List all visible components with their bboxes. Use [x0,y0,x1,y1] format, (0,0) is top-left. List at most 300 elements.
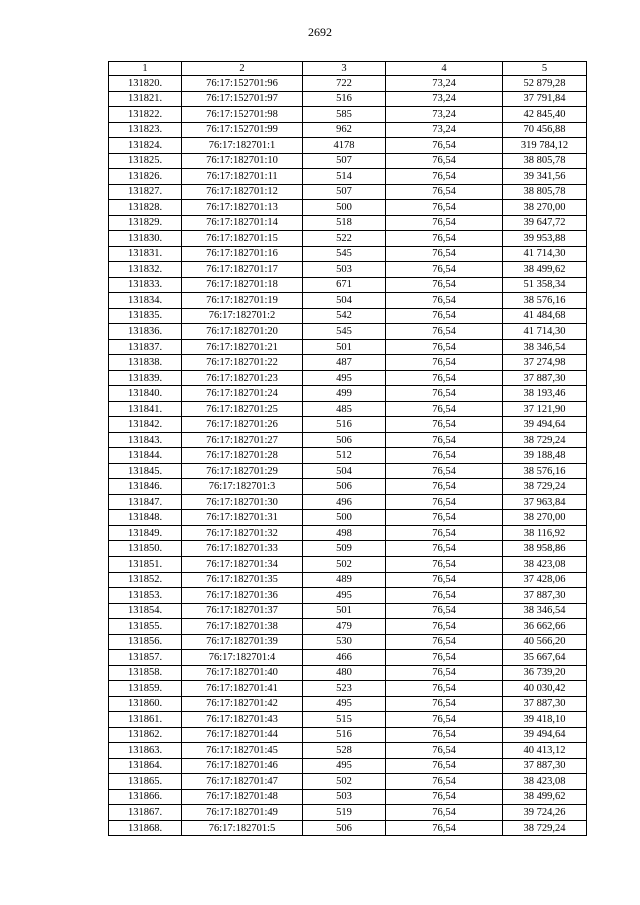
value-cell: 38 423,08 [503,774,587,790]
cadastral-number-cell: 76:17:152701:96 [182,76,303,92]
table-body [109,62,587,836]
table-row [109,401,587,417]
value-cell: 39 418,10 [503,712,587,728]
cadastral-number-cell: 76:17:182701:14 [182,215,303,231]
rate-cell: 76,54 [386,153,503,169]
area-cell: 522 [303,231,386,247]
area-cell: 512 [303,448,386,464]
table-row [109,448,587,464]
row-number-cell: 131861. [109,712,182,728]
row-number-cell: 131866. [109,789,182,805]
cadastral-number-cell: 76:17:182701:17 [182,262,303,278]
rate-cell: 76,54 [386,494,503,510]
row-number-cell: 131839. [109,370,182,386]
row-number-cell: 131821. [109,91,182,107]
rate-cell: 76,54 [386,758,503,774]
cadastral-number-cell: 76:17:182701:41 [182,681,303,697]
value-cell: 38 116,92 [503,525,587,541]
area-cell: 495 [303,370,386,386]
table-row [109,91,587,107]
rate-cell: 76,54 [386,138,503,154]
rate-cell: 76,54 [386,215,503,231]
table-row [109,696,587,712]
rate-cell: 76,54 [386,820,503,836]
row-number-cell: 131848. [109,510,182,526]
rate-cell: 76,54 [386,386,503,402]
value-cell: 38 346,54 [503,603,587,619]
row-number-cell: 131863. [109,743,182,759]
row-number-cell: 131823. [109,122,182,138]
area-cell: 495 [303,758,386,774]
row-number-cell: 131828. [109,200,182,216]
column-header: 3 [303,62,386,76]
row-number-cell: 131835. [109,308,182,324]
area-cell: 495 [303,588,386,604]
row-number-cell: 131847. [109,494,182,510]
row-number-cell: 131864. [109,758,182,774]
area-cell: 480 [303,665,386,681]
rate-cell: 76,54 [386,169,503,185]
table-row [109,355,587,371]
area-cell: 502 [303,556,386,572]
area-cell: 516 [303,417,386,433]
area-cell: 504 [303,463,386,479]
rate-cell: 76,54 [386,463,503,479]
table-row [109,138,587,154]
table-row [109,727,587,743]
area-cell: 485 [303,401,386,417]
value-cell: 51 358,34 [503,277,587,293]
cadastral-number-cell: 76:17:152701:97 [182,91,303,107]
value-cell: 39 341,56 [503,169,587,185]
rate-cell: 76,54 [386,262,503,278]
rate-cell: 73,24 [386,122,503,138]
area-cell: 503 [303,262,386,278]
rate-cell: 76,54 [386,774,503,790]
rate-cell: 76,54 [386,448,503,464]
cadastral-number-cell: 76:17:182701:27 [182,432,303,448]
cadastral-number-cell: 76:17:182701:33 [182,541,303,557]
value-cell: 70 456,88 [503,122,587,138]
value-cell: 38 729,24 [503,820,587,836]
area-cell: 500 [303,510,386,526]
column-header: 2 [182,62,303,76]
table-row [109,463,587,479]
rate-cell: 76,54 [386,525,503,541]
area-cell: 530 [303,634,386,650]
rate-cell: 76,54 [386,339,503,355]
cadastral-number-cell: 76:17:182701:46 [182,758,303,774]
row-number-cell: 131831. [109,246,182,262]
value-cell: 42 845,40 [503,107,587,123]
rate-cell: 73,24 [386,76,503,92]
rate-cell: 76,54 [386,308,503,324]
column-header: 4 [386,62,503,76]
row-number-cell: 131826. [109,169,182,185]
row-number-cell: 131830. [109,231,182,247]
cadastral-number-cell: 76:17:182701:20 [182,324,303,340]
table-row [109,215,587,231]
cadastral-number-cell: 76:17:182701:23 [182,370,303,386]
cadastral-number-cell: 76:17:182701:16 [182,246,303,262]
table-row [109,479,587,495]
value-cell: 319 784,12 [503,138,587,154]
row-number-cell: 131827. [109,184,182,200]
cadastral-number-cell: 76:17:182701:22 [182,355,303,371]
table-row [109,308,587,324]
value-cell: 37 963,84 [503,494,587,510]
cadastral-number-cell: 76:17:182701:18 [182,277,303,293]
value-cell: 35 667,64 [503,650,587,666]
value-cell: 40 413,12 [503,743,587,759]
cadastral-number-cell: 76:17:182701:40 [182,665,303,681]
cadastral-number-cell: 76:17:182701:44 [182,727,303,743]
row-number-cell: 131854. [109,603,182,619]
rate-cell: 76,54 [386,588,503,604]
area-cell: 499 [303,386,386,402]
table-row [109,386,587,402]
row-number-cell: 131855. [109,619,182,635]
rate-cell: 76,54 [386,712,503,728]
cadastral-number-cell: 76:17:182701:45 [182,743,303,759]
row-number-cell: 131836. [109,324,182,340]
cadastral-number-cell: 76:17:182701:36 [182,588,303,604]
area-cell: 516 [303,727,386,743]
table-row [109,619,587,635]
area-cell: 506 [303,479,386,495]
table-row [109,262,587,278]
rate-cell: 73,24 [386,107,503,123]
area-cell: 487 [303,355,386,371]
table-row [109,820,587,836]
rate-cell: 76,54 [386,401,503,417]
data-table [108,61,587,836]
row-number-cell: 131850. [109,541,182,557]
rate-cell: 76,54 [386,727,503,743]
value-cell: 38 958,86 [503,541,587,557]
value-cell: 38 805,78 [503,153,587,169]
row-number-cell: 131840. [109,386,182,402]
area-cell: 502 [303,774,386,790]
row-number-cell: 131824. [109,138,182,154]
rate-cell: 76,54 [386,789,503,805]
rate-cell: 76,54 [386,743,503,759]
rate-cell: 76,54 [386,246,503,262]
row-number-cell: 131843. [109,432,182,448]
area-cell: 4178 [303,138,386,154]
area-cell: 498 [303,525,386,541]
page-number: 2692 [308,25,332,39]
value-cell: 38 499,62 [503,789,587,805]
table-row [109,510,587,526]
row-number-cell: 131841. [109,401,182,417]
area-cell: 516 [303,91,386,107]
table-row [109,743,587,759]
rate-cell: 76,54 [386,696,503,712]
area-cell: 507 [303,184,386,200]
cadastral-number-cell: 76:17:182701:30 [182,494,303,510]
row-number-cell: 131865. [109,774,182,790]
table-row [109,370,587,386]
rate-cell: 76,54 [386,805,503,821]
area-cell: 515 [303,712,386,728]
row-number-cell: 131825. [109,153,182,169]
value-cell: 41 484,68 [503,308,587,324]
cadastral-number-cell: 76:17:182701:29 [182,463,303,479]
cadastral-number-cell: 76:17:182701:43 [182,712,303,728]
table-row [109,339,587,355]
row-number-cell: 131846. [109,479,182,495]
table-row [109,200,587,216]
cadastral-number-cell: 76:17:182701:19 [182,293,303,309]
value-cell: 38 499,62 [503,262,587,278]
area-cell: 523 [303,681,386,697]
column-header: 1 [109,62,182,76]
row-number-cell: 131859. [109,681,182,697]
value-cell: 39 953,88 [503,231,587,247]
value-cell: 38 193,46 [503,386,587,402]
table-row [109,758,587,774]
area-cell: 514 [303,169,386,185]
cadastral-number-cell: 76:17:182701:4 [182,650,303,666]
row-number-cell: 131860. [109,696,182,712]
cadastral-number-cell: 76:17:182701:35 [182,572,303,588]
table-row [109,277,587,293]
area-cell: 585 [303,107,386,123]
row-number-cell: 131845. [109,463,182,479]
row-number-cell: 131849. [109,525,182,541]
table-row [109,122,587,138]
value-cell: 38 805,78 [503,184,587,200]
area-cell: 545 [303,324,386,340]
value-cell: 36 739,20 [503,665,587,681]
table-row [109,556,587,572]
table-header-row [109,62,587,76]
area-cell: 509 [303,541,386,557]
area-cell: 500 [303,200,386,216]
value-cell: 38 270,00 [503,200,587,216]
row-number-cell: 131829. [109,215,182,231]
rate-cell: 76,54 [386,650,503,666]
value-cell: 38 576,16 [503,293,587,309]
table-row [109,665,587,681]
rate-cell: 76,54 [386,556,503,572]
table-row [109,432,587,448]
rate-cell: 76,54 [386,293,503,309]
value-cell: 38 576,16 [503,463,587,479]
row-number-cell: 131852. [109,572,182,588]
table-row [109,789,587,805]
cadastral-number-cell: 76:17:182701:24 [182,386,303,402]
row-number-cell: 131822. [109,107,182,123]
table-row [109,712,587,728]
rate-cell: 76,54 [386,370,503,386]
value-cell: 37 121,90 [503,401,587,417]
cadastral-number-cell: 76:17:182701:28 [182,448,303,464]
rate-cell: 76,54 [386,479,503,495]
cadastral-number-cell: 76:17:182701:47 [182,774,303,790]
rate-cell: 73,24 [386,91,503,107]
cadastral-number-cell: 76:17:182701:5 [182,820,303,836]
row-number-cell: 131853. [109,588,182,604]
cadastral-number-cell: 76:17:182701:37 [182,603,303,619]
value-cell: 38 270,00 [503,510,587,526]
area-cell: 501 [303,339,386,355]
area-cell: 506 [303,432,386,448]
value-cell: 37 887,30 [503,696,587,712]
value-cell: 37 428,06 [503,572,587,588]
row-number-cell: 131833. [109,277,182,293]
area-cell: 962 [303,122,386,138]
area-cell: 495 [303,696,386,712]
rate-cell: 76,54 [386,665,503,681]
cadastral-number-cell: 76:17:182701:2 [182,308,303,324]
column-header: 5 [503,62,587,76]
row-number-cell: 131844. [109,448,182,464]
rate-cell: 76,54 [386,432,503,448]
row-number-cell: 131851. [109,556,182,572]
area-cell: 519 [303,805,386,821]
rate-cell: 76,54 [386,200,503,216]
row-number-cell: 131837. [109,339,182,355]
row-number-cell: 131856. [109,634,182,650]
cadastral-number-cell: 76:17:182701:49 [182,805,303,821]
cadastral-number-cell: 76:17:182701:42 [182,696,303,712]
area-cell: 506 [303,820,386,836]
rate-cell: 76,54 [386,541,503,557]
value-cell: 39 494,64 [503,727,587,743]
table-row [109,805,587,821]
table-row [109,153,587,169]
table-row [109,417,587,433]
table-row [109,246,587,262]
cadastral-number-cell: 76:17:182701:32 [182,525,303,541]
row-number-cell: 131857. [109,650,182,666]
value-cell: 37 887,30 [503,370,587,386]
row-number-cell: 131842. [109,417,182,433]
value-cell: 37 887,30 [503,588,587,604]
value-cell: 37 887,30 [503,758,587,774]
row-number-cell: 131820. [109,76,182,92]
table-row [109,494,587,510]
table-row [109,588,587,604]
value-cell: 39 494,64 [503,417,587,433]
value-cell: 40 030,42 [503,681,587,697]
cadastral-number-cell: 76:17:182701:21 [182,339,303,355]
table-row [109,572,587,588]
area-cell: 489 [303,572,386,588]
value-cell: 36 662,66 [503,619,587,635]
row-number-cell: 131867. [109,805,182,821]
cadastral-number-cell: 76:17:182701:34 [182,556,303,572]
value-cell: 52 879,28 [503,76,587,92]
area-cell: 545 [303,246,386,262]
value-cell: 37 791,84 [503,91,587,107]
cadastral-number-cell: 76:17:182701:31 [182,510,303,526]
table-row [109,169,587,185]
cadastral-number-cell: 76:17:182701:38 [182,619,303,635]
cadastral-number-cell: 76:17:182701:3 [182,479,303,495]
value-cell: 41 714,30 [503,246,587,262]
area-cell: 528 [303,743,386,759]
value-cell: 39 724,26 [503,805,587,821]
table-row [109,107,587,123]
area-cell: 671 [303,277,386,293]
value-cell: 38 346,54 [503,339,587,355]
value-cell: 38 729,24 [503,432,587,448]
row-number-cell: 131858. [109,665,182,681]
table-row [109,231,587,247]
value-cell: 41 714,30 [503,324,587,340]
area-cell: 479 [303,619,386,635]
cadastral-number-cell: 76:17:182701:15 [182,231,303,247]
row-number-cell: 131862. [109,727,182,743]
rate-cell: 76,54 [386,572,503,588]
cadastral-number-cell: 76:17:182701:11 [182,169,303,185]
rate-cell: 76,54 [386,681,503,697]
rate-cell: 76,54 [386,417,503,433]
rate-cell: 76,54 [386,184,503,200]
table-row [109,650,587,666]
value-cell: 39 647,72 [503,215,587,231]
rate-cell: 76,54 [386,634,503,650]
value-cell: 38 423,08 [503,556,587,572]
row-number-cell: 131834. [109,293,182,309]
table-row [109,293,587,309]
cadastral-number-cell: 76:17:182701:39 [182,634,303,650]
table-row [109,324,587,340]
row-number-cell: 131832. [109,262,182,278]
value-cell: 39 188,48 [503,448,587,464]
table-row [109,603,587,619]
table-row [109,541,587,557]
value-cell: 37 274,98 [503,355,587,371]
area-cell: 722 [303,76,386,92]
area-cell: 518 [303,215,386,231]
value-cell: 40 566,20 [503,634,587,650]
cadastral-number-cell: 76:17:182701:26 [182,417,303,433]
area-cell: 496 [303,494,386,510]
rate-cell: 76,54 [386,603,503,619]
area-cell: 504 [303,293,386,309]
area-cell: 503 [303,789,386,805]
rate-cell: 76,54 [386,619,503,635]
row-number-cell: 131838. [109,355,182,371]
rate-cell: 76,54 [386,231,503,247]
cadastral-number-cell: 76:17:182701:48 [182,789,303,805]
cadastral-number-cell: 76:17:182701:1 [182,138,303,154]
cadastral-number-cell: 76:17:182701:13 [182,200,303,216]
cadastral-number-cell: 76:17:182701:10 [182,153,303,169]
value-cell: 38 729,24 [503,479,587,495]
table-row [109,184,587,200]
rate-cell: 76,54 [386,277,503,293]
cadastral-number-cell: 76:17:152701:98 [182,107,303,123]
rate-cell: 76,54 [386,510,503,526]
cadastral-number-cell: 76:17:182701:12 [182,184,303,200]
rate-cell: 76,54 [386,324,503,340]
area-cell: 466 [303,650,386,666]
rate-cell: 76,54 [386,355,503,371]
cadastral-number-cell: 76:17:182701:25 [182,401,303,417]
area-cell: 542 [303,308,386,324]
table-row [109,774,587,790]
table-row [109,634,587,650]
area-cell: 507 [303,153,386,169]
cadastral-number-cell: 76:17:152701:99 [182,122,303,138]
table-row [109,76,587,92]
table-row [109,681,587,697]
